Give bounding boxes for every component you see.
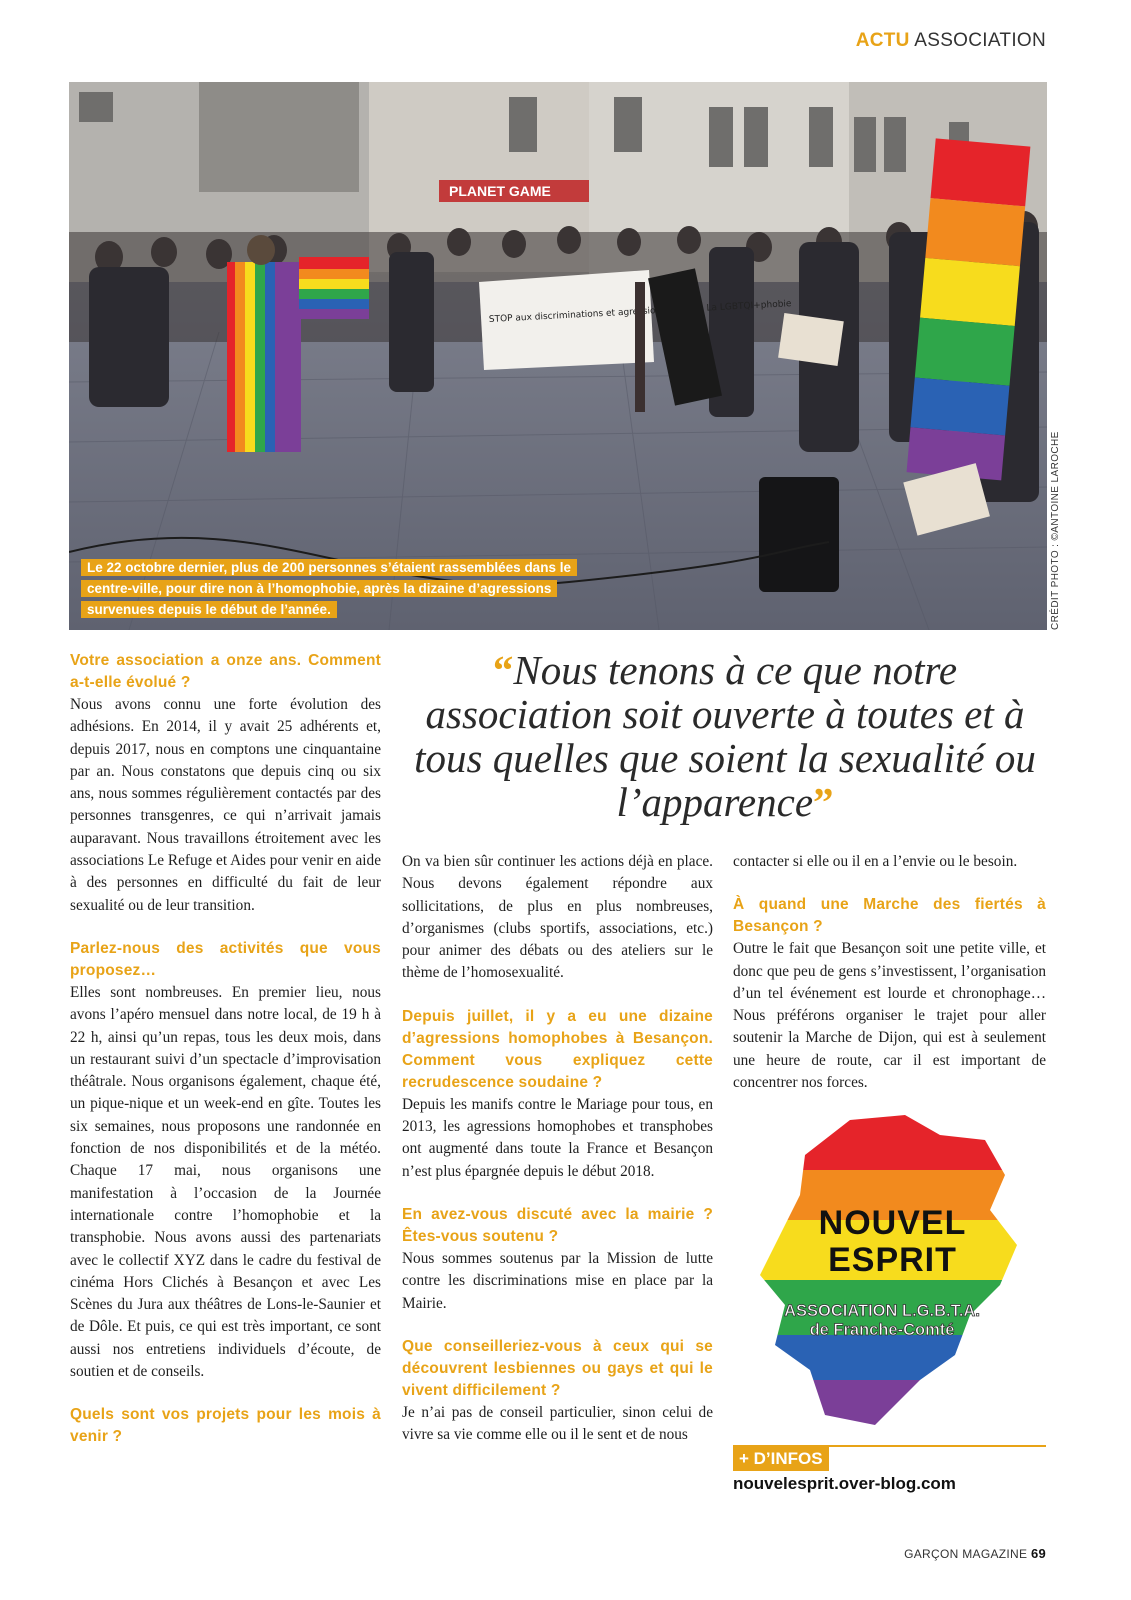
rubric-rest: ASSOCIATION [914, 30, 1046, 51]
question-heading: Votre association a onze ans. Comment a-t-elle évolué ? [70, 652, 381, 691]
page-footer [904, 1546, 1046, 1561]
photo-caption [81, 557, 611, 620]
logo-title-line1: NOUVEL [818, 1204, 967, 1242]
logo-title [800, 1205, 985, 1279]
open-quote-mark: “ [492, 647, 514, 693]
banner-text: STOP aux discriminations et La LGBTQI+phobie [488, 299, 792, 325]
answer-paragraph: On va bien sûr continuer les actions déjà en place. Nous devons également répondre aux sollicitations, de plus en plus nombreuses, d’organismes (clubs sportifs, associations, etc.) pour animer des débats ou des ateliers sur le thème de l’homosexualité. [402, 853, 713, 982]
photo-caption-text: Le 22 octobre dernier, plus de 200 personnes s’étaient rassemblées dans le centre-ville, pour dire non à l’homophobie, après la dizaine d’agressions survenues depuis le début de l’année. [81, 559, 577, 618]
answer-paragraph: Je n’ai pas de conseil particulier, sinon celui de vivre sa vie comme elle ou il le sent et de nous [402, 1403, 713, 1444]
question-heading: Depuis juillet, il y a eu une dizaine d’agressions homophobes à Besançon. Comment vous expliquez cette recrudescence soudaine ? [402, 1007, 713, 1091]
answer-paragraph: Elles sont nombreuses. En premier lieu, nous avons l’apéro mensuel dans notre local, de 19 h à 22 h, ainsi qu’un repas, tous les deux mois, dans un restaurant suivi d’un spectacle d’improvisation théâtrale. Nous organisons également, chaque été, un pique-nique et un week-end en gîte. Toutes les six semaines, nous proposons une randonnée en fonction de nos disponibilités et de la météo. Chaque 17 mai, nous organisons une manifestation à l’occasion de la Journée internationale contre l’homophobie et la transphobie. Nous avons aussi des partenariats avec le collectif XYZ dans le cadre du festival de cinéma Hors Clichés à Besançon et avec Les Scènes du Jura aux théâtres de Lons-le-Saunier et de Dôle. Et puis, ce qui est très important, ce sont aussi nos entretiens individuels d’écoute, de soutien et de conseils. [70, 983, 381, 1381]
question-heading: Parlez-nous des activités que vous proposez… [70, 939, 381, 979]
question-heading: À quand une Marche des fiertés à Besançon ? [733, 896, 1046, 936]
article-column-2 [402, 851, 713, 1446]
more-info-box [733, 1445, 1046, 1494]
answer-paragraph: Depuis les manifs contre le Mariage pour tous, en 2013, les agressions homophobes et transphobes ont augmenté dans toute la France et Besançon n’est plus épargnée depuis le début 2018. [402, 1095, 713, 1180]
page-number: 69 [1030, 1546, 1046, 1561]
article-column-3 [733, 851, 1046, 1094]
pull-quote [395, 648, 1055, 824]
answer-paragraph: Nous sommes soutenus par la Mission de lutte contre les discriminations mise en place par la Mairie. [402, 1249, 713, 1312]
close-quote-mark: ” [813, 779, 834, 825]
photo-credit: CRÉDIT PHOTO : ©ANTOINE LAROCHE [1050, 431, 1061, 630]
logo-subtitle-line2: de Franche-Comté [809, 1321, 955, 1339]
magazine-name: GARÇON MAGAZINE [904, 1547, 1028, 1561]
article-column-1 [70, 650, 381, 1448]
rally-photo-illustration [69, 82, 1047, 630]
question-heading: Quels sont vos projets pour les mois à venir ? [70, 1406, 381, 1446]
logo-title-line2: ESPRIT [828, 1241, 957, 1279]
question-heading: En avez-vous discuté avec la mairie ? Êtes-vous soutenu ? [402, 1205, 713, 1245]
logo-subtitle [752, 1302, 1012, 1340]
answer-paragraph: contacter si elle ou il en a l’envie ou le besoin. [733, 853, 1018, 870]
question-heading: Que conseilleriez-vous à ceux qui se découvrent lesbiennes ou gays et qui le vivent difficilement ? [402, 1337, 713, 1399]
answer-paragraph: Outre le fait que Besançon soit une petite ville, et donc que peu de gens s’investissent, l’organisation d’un tel événement est lourde et chronophage… Nous préférons organiser le trajet pour aller soutenir la Marche de Dijon, qui est à seulement une heure de route, car il est important de concentrer nos forces. [733, 940, 1046, 1092]
logo-subtitle-line1: ASSOCIATION L.G.B.T.A. [784, 1302, 980, 1320]
rubric-accent: ACTU [855, 30, 910, 51]
more-info-label: + D’INFOS [733, 1447, 829, 1471]
website-link[interactable]: nouvelesprit.over-blog.com [733, 1474, 956, 1493]
answer-paragraph: Nous avons connu une forte évolution des adhésions. En 2014, il y avait 25 adhérents et, depuis 2017, nous en comptons une cinquantaine par an. Nous constatons que depuis cinq ou six ans, nous sommes régulièrement contactés par des personnes transgenres, ce qui n’arrivait jamais auparavant. Nous travaillons étroitement avec les associations Le Refuge et Aides pour venir en aide à des personnes en difficulté du fait de leur sexualité ou de leur transition. [70, 696, 381, 914]
pull-quote-text: Nous tenons à ce que notre association soit ouverte à toutes et à tous quelles que soient la sexualité ou l’apparence [414, 647, 1036, 825]
section-rubric [856, 30, 1046, 52]
rally-photo [69, 82, 1047, 630]
shop-sign-text: PLANET GAME [449, 183, 551, 199]
